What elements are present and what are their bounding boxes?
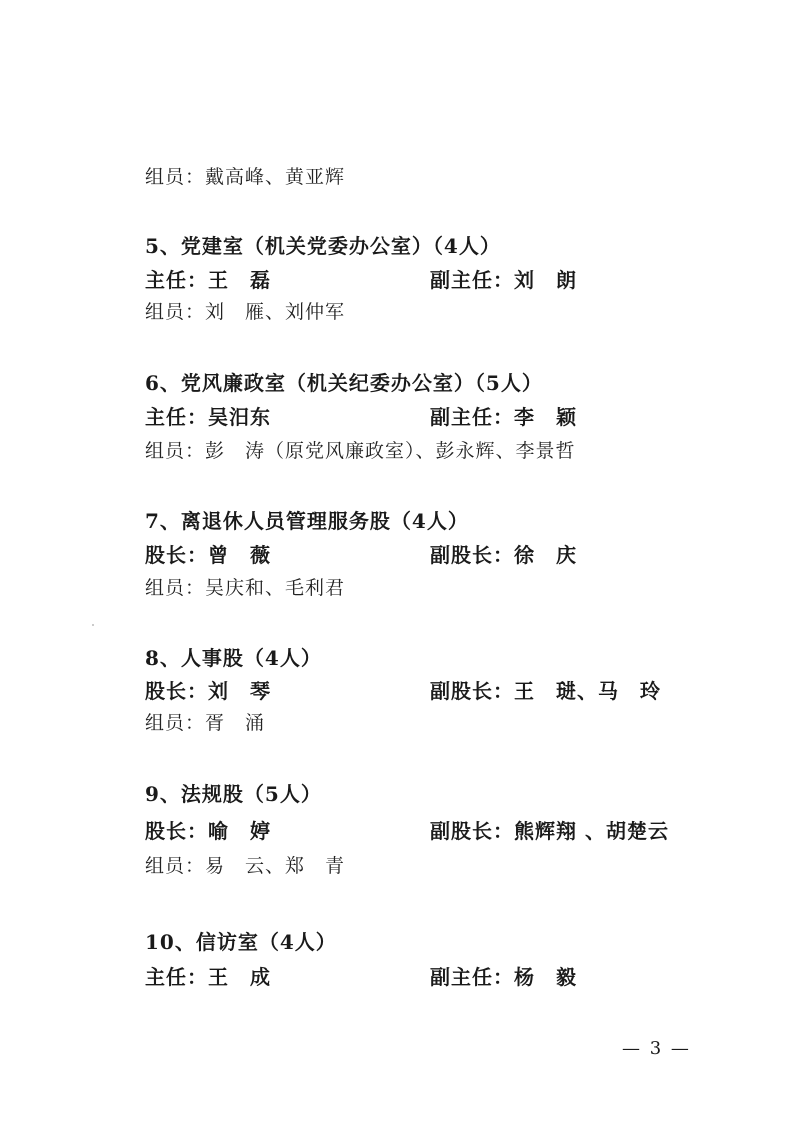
page-number: — 3 — <box>622 1038 691 1059</box>
section-deputy-6: 副主任：李 颖 <box>430 405 577 429</box>
section-heading-5: 5、党建室（机关党委办公室）（4人） <box>145 234 501 258</box>
section-members-7: 组员：吴庆和、毛利君 <box>145 577 346 599</box>
section-heading-9: 9、法规股（5人） <box>145 782 322 806</box>
section-lead-5: 主任：王 磊 <box>145 268 271 292</box>
section-lead-7: 股长：曾 薇 <box>145 543 271 567</box>
section-members-9: 组员：易 云、郑 青 <box>145 855 346 877</box>
section-members-5: 组员：刘 雁、刘仲军 <box>145 301 346 323</box>
section-heading-10: 10、信访室（4人） <box>145 930 337 954</box>
scan-speck <box>92 624 94 626</box>
section-deputy-5: 副主任：刘 朗 <box>430 268 577 292</box>
section-heading-6: 6、党风廉政室（机关纪委办公室）（5人） <box>145 371 543 395</box>
section-heading-7: 7、离退休人员管理服务股（4人） <box>145 509 469 533</box>
section-lead-8: 股长：刘 琴 <box>145 679 271 703</box>
section-lead-9: 股长：喻 婷 <box>145 819 271 843</box>
section-heading-8: 8、人事股（4人） <box>145 646 322 670</box>
section-deputy-10: 副主任：杨 毅 <box>430 965 577 989</box>
section-deputy-7: 副股长：徐 庆 <box>430 543 577 567</box>
section-members-8: 组员：胥 涌 <box>145 712 266 734</box>
intro-members: 组员：戴高峰、黄亚辉 <box>145 166 346 188</box>
section-lead-10: 主任：王 成 <box>145 965 271 989</box>
section-deputy-9: 副股长：熊辉翔 、胡楚云 <box>430 819 669 843</box>
section-lead-6: 主任：吴汨东 <box>145 405 271 429</box>
section-deputy-8: 副股长：王 琎、马 玲 <box>430 679 661 703</box>
section-members-6: 组员：彭 涛（原党风廉政室）、彭永辉、李景哲 <box>145 440 576 462</box>
